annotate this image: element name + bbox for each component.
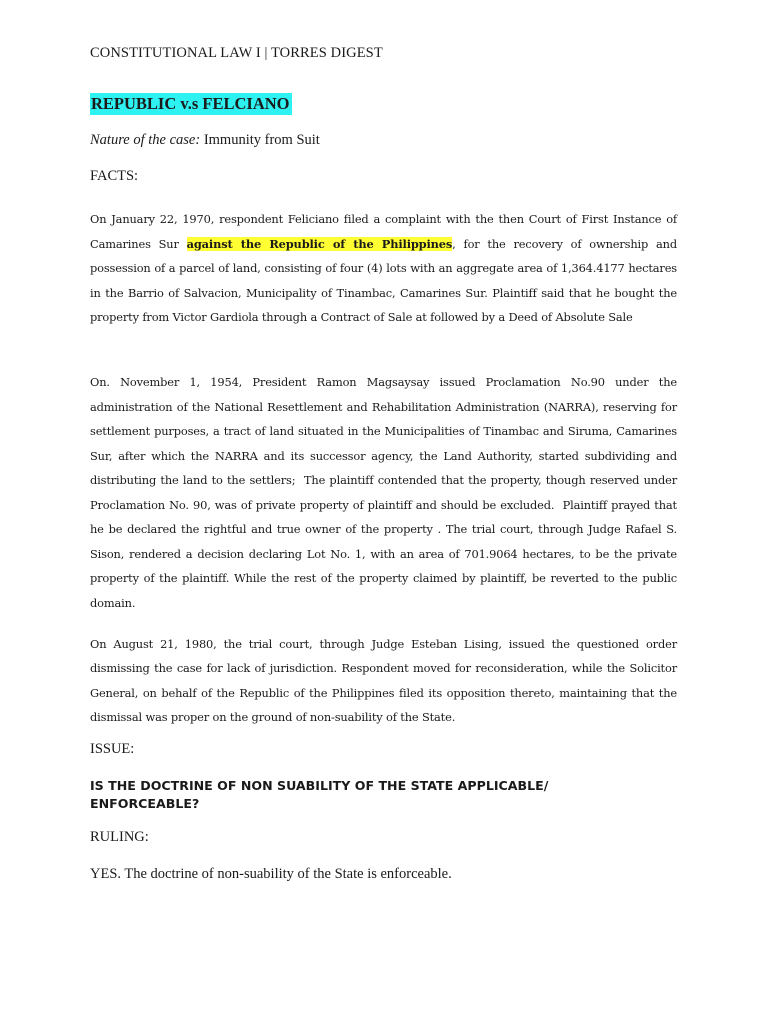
- facts-heading: FACTS:: [90, 168, 139, 184]
- case-title: REPUBLIC v.s FELCIANO: [91, 94, 290, 113]
- issue-question: IS THE DOCTRINE OF NON SUABILITY OF THE STATE APPLICABLE/ ENFORCEABLE?: [90, 778, 549, 811]
- ruling-text: YES. The doctrine of non-suability of the State is enforceable.: [90, 866, 452, 882]
- document-header: CONSTITUTIONAL LAW I | TORRES DIGEST: [90, 45, 383, 61]
- ruling-heading: RULING:: [90, 829, 149, 845]
- para1-highlight: against the Republic of the Philippines: [186, 236, 453, 251]
- para1-text-end: , for the recovery of ownership and possession of a parcel of land, consisting of four (4) lots with an aggregate area of 1,364.4177 hectares in the Barrio of Salvacion, Municipality of Tinambac, Camarines Sur. Plaintiff said that he bought the property from Victor Gardiola through a Contract of Sale at followed by a Deed of Absolute Sale: [90, 236, 677, 324]
- para1-text-start: On January 22, 1970, respondent Feliciano filed a complaint with the then Court of First Instance of Camarines Sur: [90, 212, 677, 251]
- facts-paragraph-2: On. November 1, 1954, President Ramon Magsaysay issued Proclamation No.90 under the administration of the National Resettlement and Rehabilitation Administration (NARRA), reserving for settlement purposes, a tract of land situated in the Municipalities of Tinambac and Siruma, Camarines Sur, after which the NARRA and its successor agency, the Land Authority, started subdividing and distributing the land to the settlers; The plaintiff contended that the property, though reserved under Proclamation No. 90, was of private property of plaintiff and should be excluded. Plaintiff prayed that he be declared the rightful and true owner of the property . The trial court, through Judge Rafael S. Sison, rendered a decision declaring Lot No. 1, with an area of 701.9064 hectares, to be the private property of the plaintiff. While the rest of the property claimed by plaintiff, be reverted to the public domain.: [90, 375, 677, 610]
- nature-of-case: [90, 132, 320, 149]
- nature-value: Immunity from Suit: [203, 132, 320, 148]
- facts-paragraph-3: On August 21, 1980, the trial court, through Judge Esteban Lising, issued the questioned order dismissing the case for lack of jurisdiction. Respondent moved for reconsideration, while the Solicitor General, on behalf of the Republic of the Philippines filed its opposition thereto, maintaining that the dismissal was proper on the ground of non-suability of the State.: [90, 637, 677, 724]
- issue-heading: ISSUE:: [90, 741, 135, 757]
- facts-paragraph-1: [90, 207, 677, 330]
- nature-label: Nature of the case:: [90, 132, 201, 148]
